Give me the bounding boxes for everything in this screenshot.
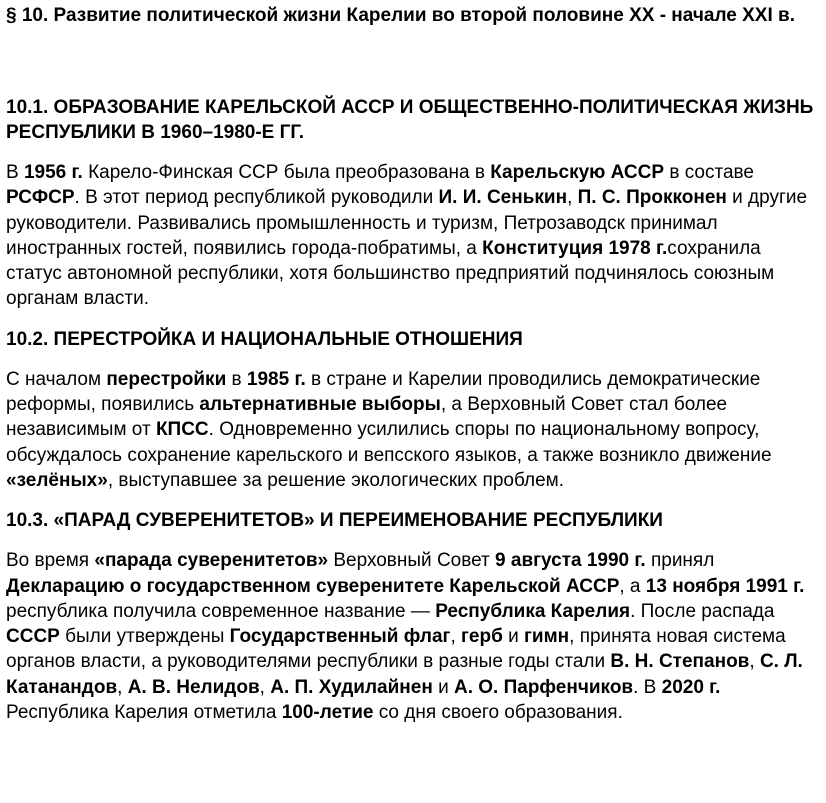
text-run: , а xyxy=(619,575,646,597)
bold-term: 1985 г. xyxy=(246,368,306,390)
bold-term: перестройки xyxy=(106,368,227,390)
text-run: Карело-Финская ССР была преобразована в xyxy=(82,162,491,183)
text-run: и xyxy=(432,676,454,698)
section-paragraph-10-2 xyxy=(6,367,818,493)
bold-term: Декларацию о государственном суверенитете Карельской АССР xyxy=(6,575,620,597)
bold-term: 100-летие xyxy=(281,702,374,724)
text-run: , а Верховный Совет стал более независимым от xyxy=(6,394,728,441)
text-run: , xyxy=(567,187,578,209)
text-run: . В xyxy=(633,676,662,698)
bold-term: В. Н. Степанов xyxy=(610,651,750,673)
section-heading-10-2: 10.2. ПЕРЕСТРОЙКА И НАЦИОНАЛЬНЫЕ ОТНОШЕНИЯ xyxy=(6,328,523,350)
text-run: принял xyxy=(645,550,715,572)
bold-term: П. С. Прокконен xyxy=(577,187,727,209)
bold-term: Карельскую АССР xyxy=(490,162,665,183)
bold-term: 9 августа 1990 г. xyxy=(495,550,646,572)
bold-term: Конституция 1978 г. xyxy=(482,237,668,259)
bold-term: СССР xyxy=(6,626,60,648)
page-title: § 10. Развитие политической жизни Карелии во второй половине XX - начале XXI в. xyxy=(6,5,796,26)
text-run: . В этот период республикой руководили xyxy=(74,187,439,209)
text-run: сохранила статус автономной республики, хотя большинство предприятий подчинялось союзным органам власти. xyxy=(6,237,775,310)
bold-term: 1956 г. xyxy=(23,162,83,183)
bold-term: «парада суверенитетов» xyxy=(94,550,329,572)
bold-term: герб xyxy=(461,626,503,648)
text-run: Во время xyxy=(6,550,95,572)
bold-term: А. О. Парфенчиков xyxy=(453,676,634,698)
text-run: , выступавшее за решение экологических проблем. xyxy=(107,469,564,491)
text-run: и другие руководители. Развивались промышленность и туризм, Петрозаводск принимал иностранных гостей, появились города-побратимы, а xyxy=(6,187,808,259)
bold-term: гимн xyxy=(524,626,570,648)
text-run: были утверждены xyxy=(59,626,230,648)
section-paragraph-10-1 xyxy=(6,160,818,312)
bold-term: С. Л. Катанандов xyxy=(6,651,803,698)
text-run: со дня своего образования. xyxy=(373,702,623,724)
bold-term: альтернативные выборы xyxy=(199,394,441,416)
text-run: в xyxy=(226,368,247,390)
bold-term: И. И. Сенькин xyxy=(438,187,568,209)
text-run: , xyxy=(259,676,271,698)
bold-term: 2020 г. xyxy=(661,676,721,698)
text-run: , принята новая система органов власти, а руководителями республики в разные годы стали xyxy=(6,626,786,673)
text-run: , xyxy=(749,651,760,673)
bold-term: А. П. Худилайнен xyxy=(270,676,433,698)
text-run: республика получила современное название — xyxy=(6,600,436,622)
text-run: В xyxy=(6,162,24,183)
document-page xyxy=(0,3,826,725)
text-run: Верховный Совет xyxy=(328,550,496,572)
text-run: , xyxy=(117,676,128,698)
bold-term: 13 ноября 1991 г. xyxy=(645,575,805,597)
bold-term: А. В. Нелидов xyxy=(127,676,260,698)
section-heading-10-3: 10.3. «ПАРАД СУВЕРЕНИТЕТОВ» И ПЕРЕИМЕНОВАНИЕ РЕСПУБЛИКИ xyxy=(6,510,663,532)
text-run: в стране и Карелии проводились демократические реформы, появились xyxy=(6,368,761,416)
bold-term: Республика Карелия xyxy=(435,600,631,622)
text-run: , xyxy=(450,626,462,648)
section-heading-10-1: 10.1. ОБРАЗОВАНИЕ КАРЕЛЬСКОЙ АССР И ОБЩЕСТВЕННО-ПОЛИТИЧЕСКАЯ ЖИЗНЬ РЕСПУБЛИКИ В 1960–1980-Е ГГ. xyxy=(6,97,814,143)
text-run: в составе xyxy=(664,162,754,183)
bold-term: «зелёных» xyxy=(6,469,108,491)
text-run: С началом xyxy=(6,368,107,390)
text-run: и xyxy=(502,626,525,648)
bold-term: РСФСР xyxy=(6,187,75,209)
bold-term: Государственный флаг xyxy=(229,626,451,648)
bold-term: КПСС xyxy=(155,419,209,441)
section-paragraph-10-3 xyxy=(6,548,818,725)
text-run: Республика Карелия отметила xyxy=(6,702,282,724)
text-run: . После распада xyxy=(630,600,775,622)
text-run: . Одновременно усилились споры по национальному вопросу, обсуждалось сохранение карельского и вепсского языков, а также возникло движение xyxy=(6,419,772,466)
